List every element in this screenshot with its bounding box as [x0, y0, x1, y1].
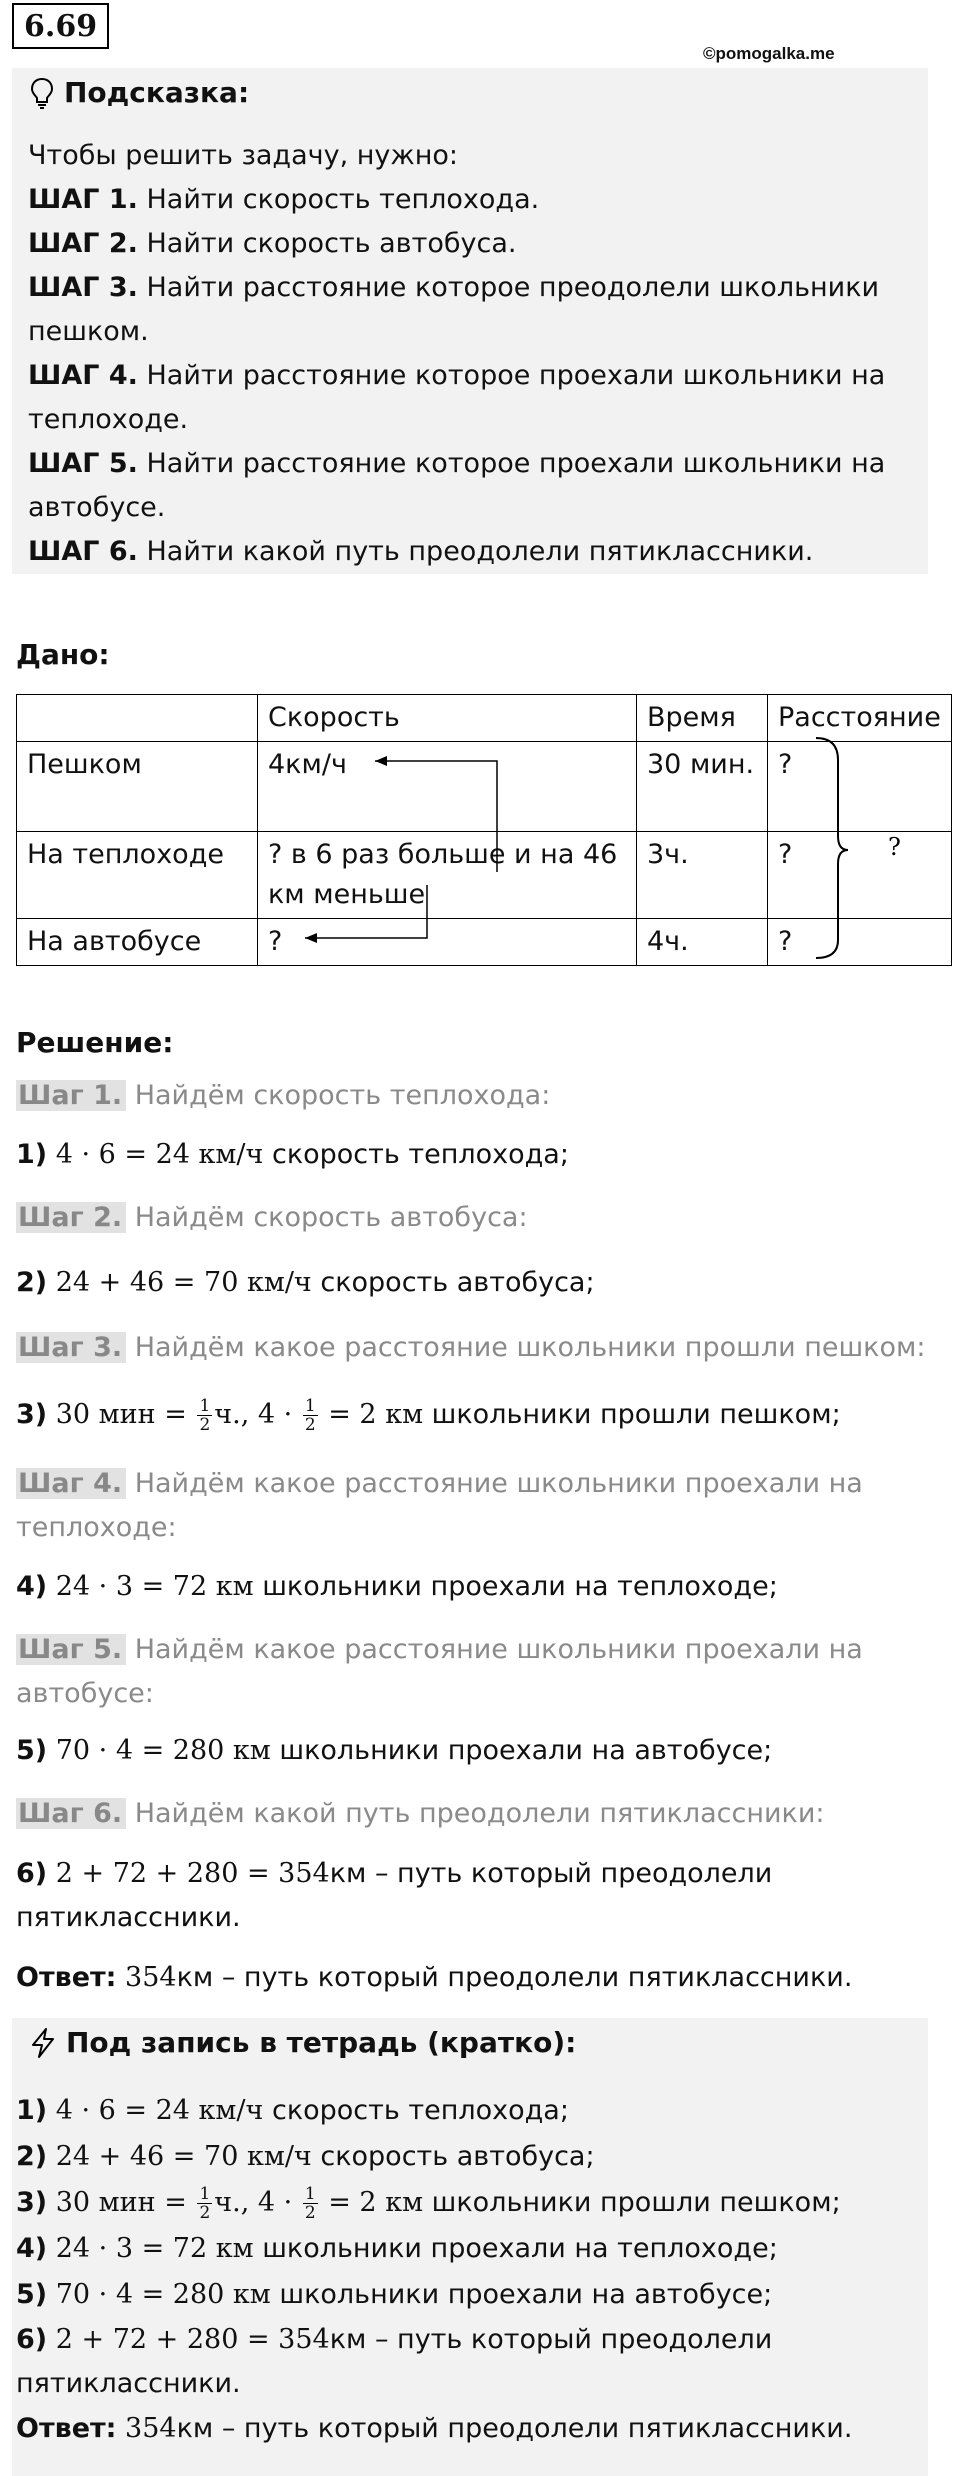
- hint-step-text: Найти скорость теплохода.: [137, 184, 540, 215]
- table-header-row: [17, 695, 952, 742]
- step-text: Найдём скорость автобуса:: [126, 1202, 528, 1233]
- given-label: Дано:: [16, 638, 110, 671]
- calc-expression: 2 + 72 + 280 = 354: [47, 2324, 330, 2355]
- table-cell: ?: [768, 742, 952, 832]
- calc-result: школьники прошли пешком;: [423, 1399, 841, 1430]
- fraction-numerator: 1: [304, 1396, 316, 1416]
- calc-number: 2): [16, 1267, 48, 1298]
- hint-step-text: Найти расстояние которое проехали школьники на автобусе.: [28, 448, 886, 523]
- answer-line: [16, 1956, 852, 2000]
- table-cell: 4км/ч: [258, 742, 637, 832]
- table-cell: 3ч.: [637, 832, 768, 919]
- calc-result: школьники проехали на автобусе;: [270, 2279, 773, 2310]
- step-header: [16, 1792, 926, 1836]
- hint-step: [28, 266, 908, 354]
- hint-step-label: ШАГ 3.: [28, 272, 138, 303]
- fraction-numerator: 1: [199, 1396, 211, 1416]
- step-header: [16, 1326, 926, 1370]
- table-cell: ?: [258, 919, 637, 966]
- calc-number: 2): [16, 2141, 48, 2172]
- calc-expression: 4 · 6 = 24 км/ч: [47, 2095, 264, 2126]
- step-tag: Шаг 3.: [16, 1332, 126, 1363]
- hint-steps: [28, 134, 908, 574]
- calc-line: [16, 1392, 926, 1438]
- calc-expression: ч., 4 ·: [214, 2187, 301, 2218]
- hint-step-label: ШАГ 1.: [28, 184, 138, 215]
- calc-expression: 24 + 46 = 70 км/ч: [47, 1267, 321, 1298]
- calc-number: 6): [16, 2324, 48, 2355]
- answer-label: Ответ:: [16, 2413, 117, 2444]
- answer-expression: 354: [116, 2413, 177, 2444]
- step-text: Найдём скорость теплохода:: [126, 1080, 551, 1111]
- calc-expression: 24 · 3 = 72 км: [47, 2233, 263, 2264]
- calc-line: [16, 1132, 926, 1178]
- table-header-cell: Время: [637, 695, 768, 742]
- hint-step: [28, 442, 908, 530]
- calc-result: школьники проехали на автобусе;: [270, 1735, 773, 1766]
- lightbulb-icon: [30, 77, 54, 109]
- watermark: ©pomogalka.me: [703, 44, 835, 63]
- hint-step-label: ШАГ 5.: [28, 448, 138, 479]
- step-header: [16, 1196, 926, 1240]
- hint-step-text: Найти расстояние которое проехали школьники на теплоходе.: [28, 360, 886, 435]
- notebook-line: [16, 2180, 916, 2226]
- calc-line: [16, 1728, 926, 1774]
- calc-expression: = 2 км: [319, 2187, 424, 2218]
- step-header: [16, 1074, 926, 1118]
- calc-line: [16, 1564, 926, 1610]
- answer-text: км – путь который преодолели пятиклассники.: [176, 1962, 853, 1993]
- table-header-cell: Расстояние: [768, 695, 952, 742]
- calc-expression: ч., 4 ·: [214, 1399, 301, 1430]
- total-distance-label: ?: [888, 833, 901, 861]
- notebook-lines: [16, 2088, 916, 2452]
- step-header: [16, 1462, 926, 1550]
- fraction-denominator: 2: [199, 1415, 211, 1435]
- notebook-line: [16, 2226, 916, 2272]
- calc-expression: 70 · 4 = 280 км: [47, 2279, 271, 2310]
- calc-expression: = 2 км: [319, 1399, 424, 1430]
- hint-step: [28, 222, 908, 266]
- notebook-box: [12, 2018, 928, 2476]
- calc-number: 6): [16, 1858, 48, 1889]
- step-tag: Шаг 2.: [16, 1202, 126, 1233]
- table-row: [17, 832, 952, 919]
- answer-label: Ответ:: [16, 1962, 117, 1993]
- hint-step-label: ШАГ 2.: [28, 228, 138, 259]
- calc-expression: 24 · 3 = 72 км: [47, 1571, 263, 1602]
- calc-expression: 4 · 6 = 24 км/ч: [47, 1139, 264, 1170]
- calc-expression: 24 + 46 = 70 км/ч: [47, 2141, 321, 2172]
- step-tag: Шаг 4.: [16, 1468, 126, 1499]
- calc-number: 1): [16, 2095, 48, 2126]
- step-tag: Шаг 6.: [16, 1798, 126, 1829]
- hint-step: [28, 354, 908, 442]
- calc-line: [16, 1852, 926, 1940]
- problem-number: 6.69: [12, 3, 109, 49]
- calc-result: скорость теплохода;: [263, 2095, 569, 2126]
- step-header: [16, 1628, 926, 1716]
- fraction: [303, 1397, 318, 1434]
- fraction-denominator: 2: [304, 2203, 316, 2223]
- step-tag: Шаг 1.: [16, 1080, 126, 1111]
- calc-result: км – путь который преодолели пятиклассники.: [16, 1858, 773, 1933]
- solution-label: Решение:: [16, 1026, 174, 1059]
- fraction: [197, 1397, 212, 1434]
- calc-result: км – путь который преодолели пятиклассники.: [16, 2324, 773, 2399]
- hint-box: [12, 68, 928, 574]
- answer-expression: 354: [116, 1962, 177, 1993]
- notebook-answer: [16, 2406, 916, 2452]
- table-row: [17, 742, 952, 832]
- calc-expression: 70 · 4 = 280 км: [47, 1735, 271, 1766]
- notebook-title-text: Под запись в тетрадь (кратко):: [66, 2026, 577, 2059]
- step-text: Найдём какое расстояние школьники проехали на теплоходе:: [16, 1468, 863, 1543]
- fraction: [197, 2185, 212, 2222]
- fraction-numerator: 1: [304, 2184, 316, 2204]
- calc-expression: 30 мин =: [47, 1399, 196, 1430]
- table-cell: Пешком: [17, 742, 258, 832]
- table-cell: На автобусе: [17, 919, 258, 966]
- calc-result: школьники проехали на теплоходе;: [262, 2233, 778, 2264]
- calc-number: 3): [16, 1399, 48, 1430]
- fraction-denominator: 2: [304, 1415, 316, 1435]
- calc-expression: 30 мин =: [47, 2187, 196, 2218]
- calc-expression: 2 + 72 + 280 = 354: [47, 1858, 330, 1889]
- hint-step-label: ШАГ 6.: [28, 536, 138, 567]
- calc-number: 5): [16, 2279, 48, 2310]
- calc-result: скорость автобуса;: [320, 1267, 595, 1298]
- given-table: [16, 694, 952, 966]
- fraction-denominator: 2: [199, 2203, 211, 2223]
- step-text: Найдём какое расстояние школьники прошли пешком:: [126, 1332, 926, 1363]
- calc-number: 1): [16, 1139, 48, 1170]
- hint-title: [30, 76, 249, 109]
- table-cell: 30 мин.: [637, 742, 768, 832]
- step-tag: Шаг 5.: [16, 1634, 126, 1665]
- table-cell: На теплоходе: [17, 832, 258, 919]
- calc-result: школьники прошли пешком;: [423, 2187, 841, 2218]
- table-cell: ? в 6 раз больше и на 46 км меньше: [258, 832, 637, 919]
- notebook-title: [30, 2026, 576, 2059]
- notebook-line: [16, 2318, 916, 2406]
- table-cell: ?: [768, 832, 952, 919]
- hint-title-text: Подсказка:: [64, 76, 250, 109]
- calc-result: школьники проехали на теплоходе;: [262, 1571, 778, 1602]
- table-row: [17, 919, 952, 966]
- hint-step: [28, 178, 908, 222]
- table-cell: ?: [768, 919, 952, 966]
- table-cell: 4ч.: [637, 919, 768, 966]
- hint-step-text: Найти какой путь преодолели пятиклассники.: [137, 536, 814, 567]
- hint-step-label: ШАГ 4.: [28, 360, 138, 391]
- step-text: Найдём какой путь преодолели пятиклассники:: [126, 1798, 825, 1829]
- calc-number: 4): [16, 2233, 48, 2264]
- calc-line: [16, 1260, 926, 1306]
- hint-intro: Чтобы решить задачу, нужно:: [28, 140, 458, 171]
- notebook-line: [16, 2088, 916, 2134]
- calc-number: 3): [16, 2187, 48, 2218]
- answer-text: км – путь который преодолели пятиклассники.: [176, 2413, 853, 2444]
- hint-step: [28, 530, 908, 574]
- table-header-cell: [17, 695, 258, 742]
- calc-result: скорость автобуса;: [320, 2141, 595, 2172]
- calc-result: скорость теплохода;: [263, 1139, 569, 1170]
- hint-step-text: Найти скорость автобуса.: [137, 228, 517, 259]
- step-text: Найдём какое расстояние школьники проехали на автобусе:: [16, 1634, 863, 1709]
- calc-number: 5): [16, 1735, 48, 1766]
- fraction-numerator: 1: [199, 2184, 211, 2204]
- notebook-line: [16, 2272, 916, 2318]
- table-header-cell: Скорость: [258, 695, 637, 742]
- fraction: [303, 2185, 318, 2222]
- lightning-icon: [30, 2027, 56, 2059]
- notebook-line: [16, 2134, 916, 2180]
- hint-step-text: Найти расстояние которое преодолели школьники пешком.: [28, 272, 880, 347]
- calc-number: 4): [16, 1571, 48, 1602]
